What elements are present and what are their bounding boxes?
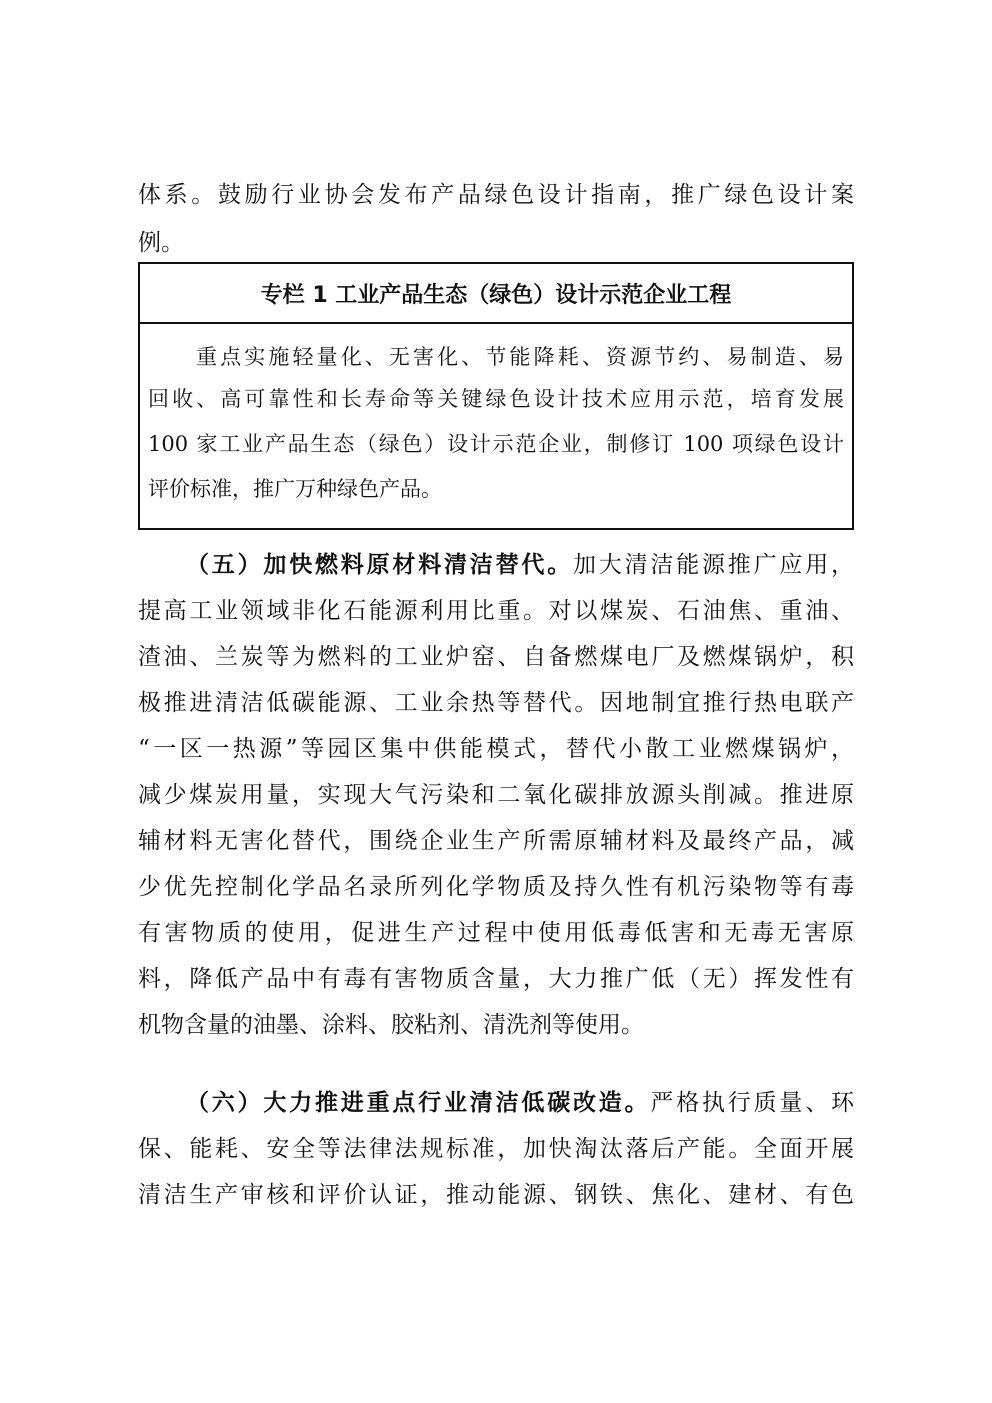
column-box-line: 重点实施轻量化、无害化、节能降耗、资源节约、易制造、易 <box>196 345 844 369</box>
paragraph-line: 有害物质的使用，促进生产过程中使用低毒低害和无毒无害原 <box>138 920 854 946</box>
paragraph-line: 机物含量的油墨、涂料、胶粘剂、清洗剂等使用。 <box>138 1012 644 1038</box>
paragraph-line: 提高工业领域非化石能源利用比重。对以煤炭、石油焦、重油、 <box>138 598 854 624</box>
column-box-title: 专栏 1 工业产品生态（绿色）设计示范企业工程 <box>140 264 852 324</box>
column-box-line: 100 家工业产品生态（绿色）设计示范企业，制修订 100 项绿色设计 <box>148 432 844 456</box>
section-5-heading: （五）加快燃料原材料清洁替代。 <box>186 552 573 578</box>
section-5-first-line <box>186 550 854 580</box>
paragraph-line: 清洁生产审核和评价认证，推动能源、钢铁、焦化、建材、有色 <box>138 1182 854 1208</box>
paragraph-line: 渣油、兰炭等为燃料的工业炉窑、自备燃煤电厂及燃煤锅炉，积 <box>138 644 854 670</box>
section-5-text: 加大清洁能源推广应用， <box>573 552 855 578</box>
paragraph-line: “一区一热源”等园区集中供能模式，替代小散工业燃煤锅炉， <box>138 736 854 762</box>
paragraph-line: 少优先控制化学品名录所列化学物质及持久性有机污染物等有毒 <box>138 874 854 900</box>
paragraph-line: 减少煤炭用量，实现大气污染和二氧化碳排放源头削减。推进原 <box>138 782 854 808</box>
column-box-line: 回收、高可靠性和长寿命等关键绿色设计技术应用示范，培育发展 <box>148 387 844 411</box>
column-box <box>138 262 854 530</box>
paragraph-line: 例。 <box>138 230 184 256</box>
paragraph-line: 保、能耗、安全等法律法规标准，加快淘汰落后产能。全面开展 <box>138 1136 854 1162</box>
section-6-first-line <box>186 1088 854 1118</box>
section-6-heading: （六）大力推进重点行业清洁低碳改造。 <box>186 1090 651 1116</box>
paragraph-line: 辅材料无害化替代，围绕企业生产所需原辅材料及最终产品，减 <box>138 828 854 854</box>
paragraph-line: 体系。鼓励行业协会发布产品绿色设计指南，推广绿色设计案 <box>138 182 854 208</box>
column-box-line: 评价标准，推广万种绿色产品。 <box>148 477 442 501</box>
paragraph-line: 料，降低产品中有毒有害物质含量，大力推广低（无）挥发性有 <box>138 966 854 992</box>
section-6-text: 严格执行质量、环 <box>650 1090 855 1116</box>
paragraph-line: 极推进清洁低碳能源、工业余热等替代。因地制宜推行热电联产 <box>138 690 854 716</box>
